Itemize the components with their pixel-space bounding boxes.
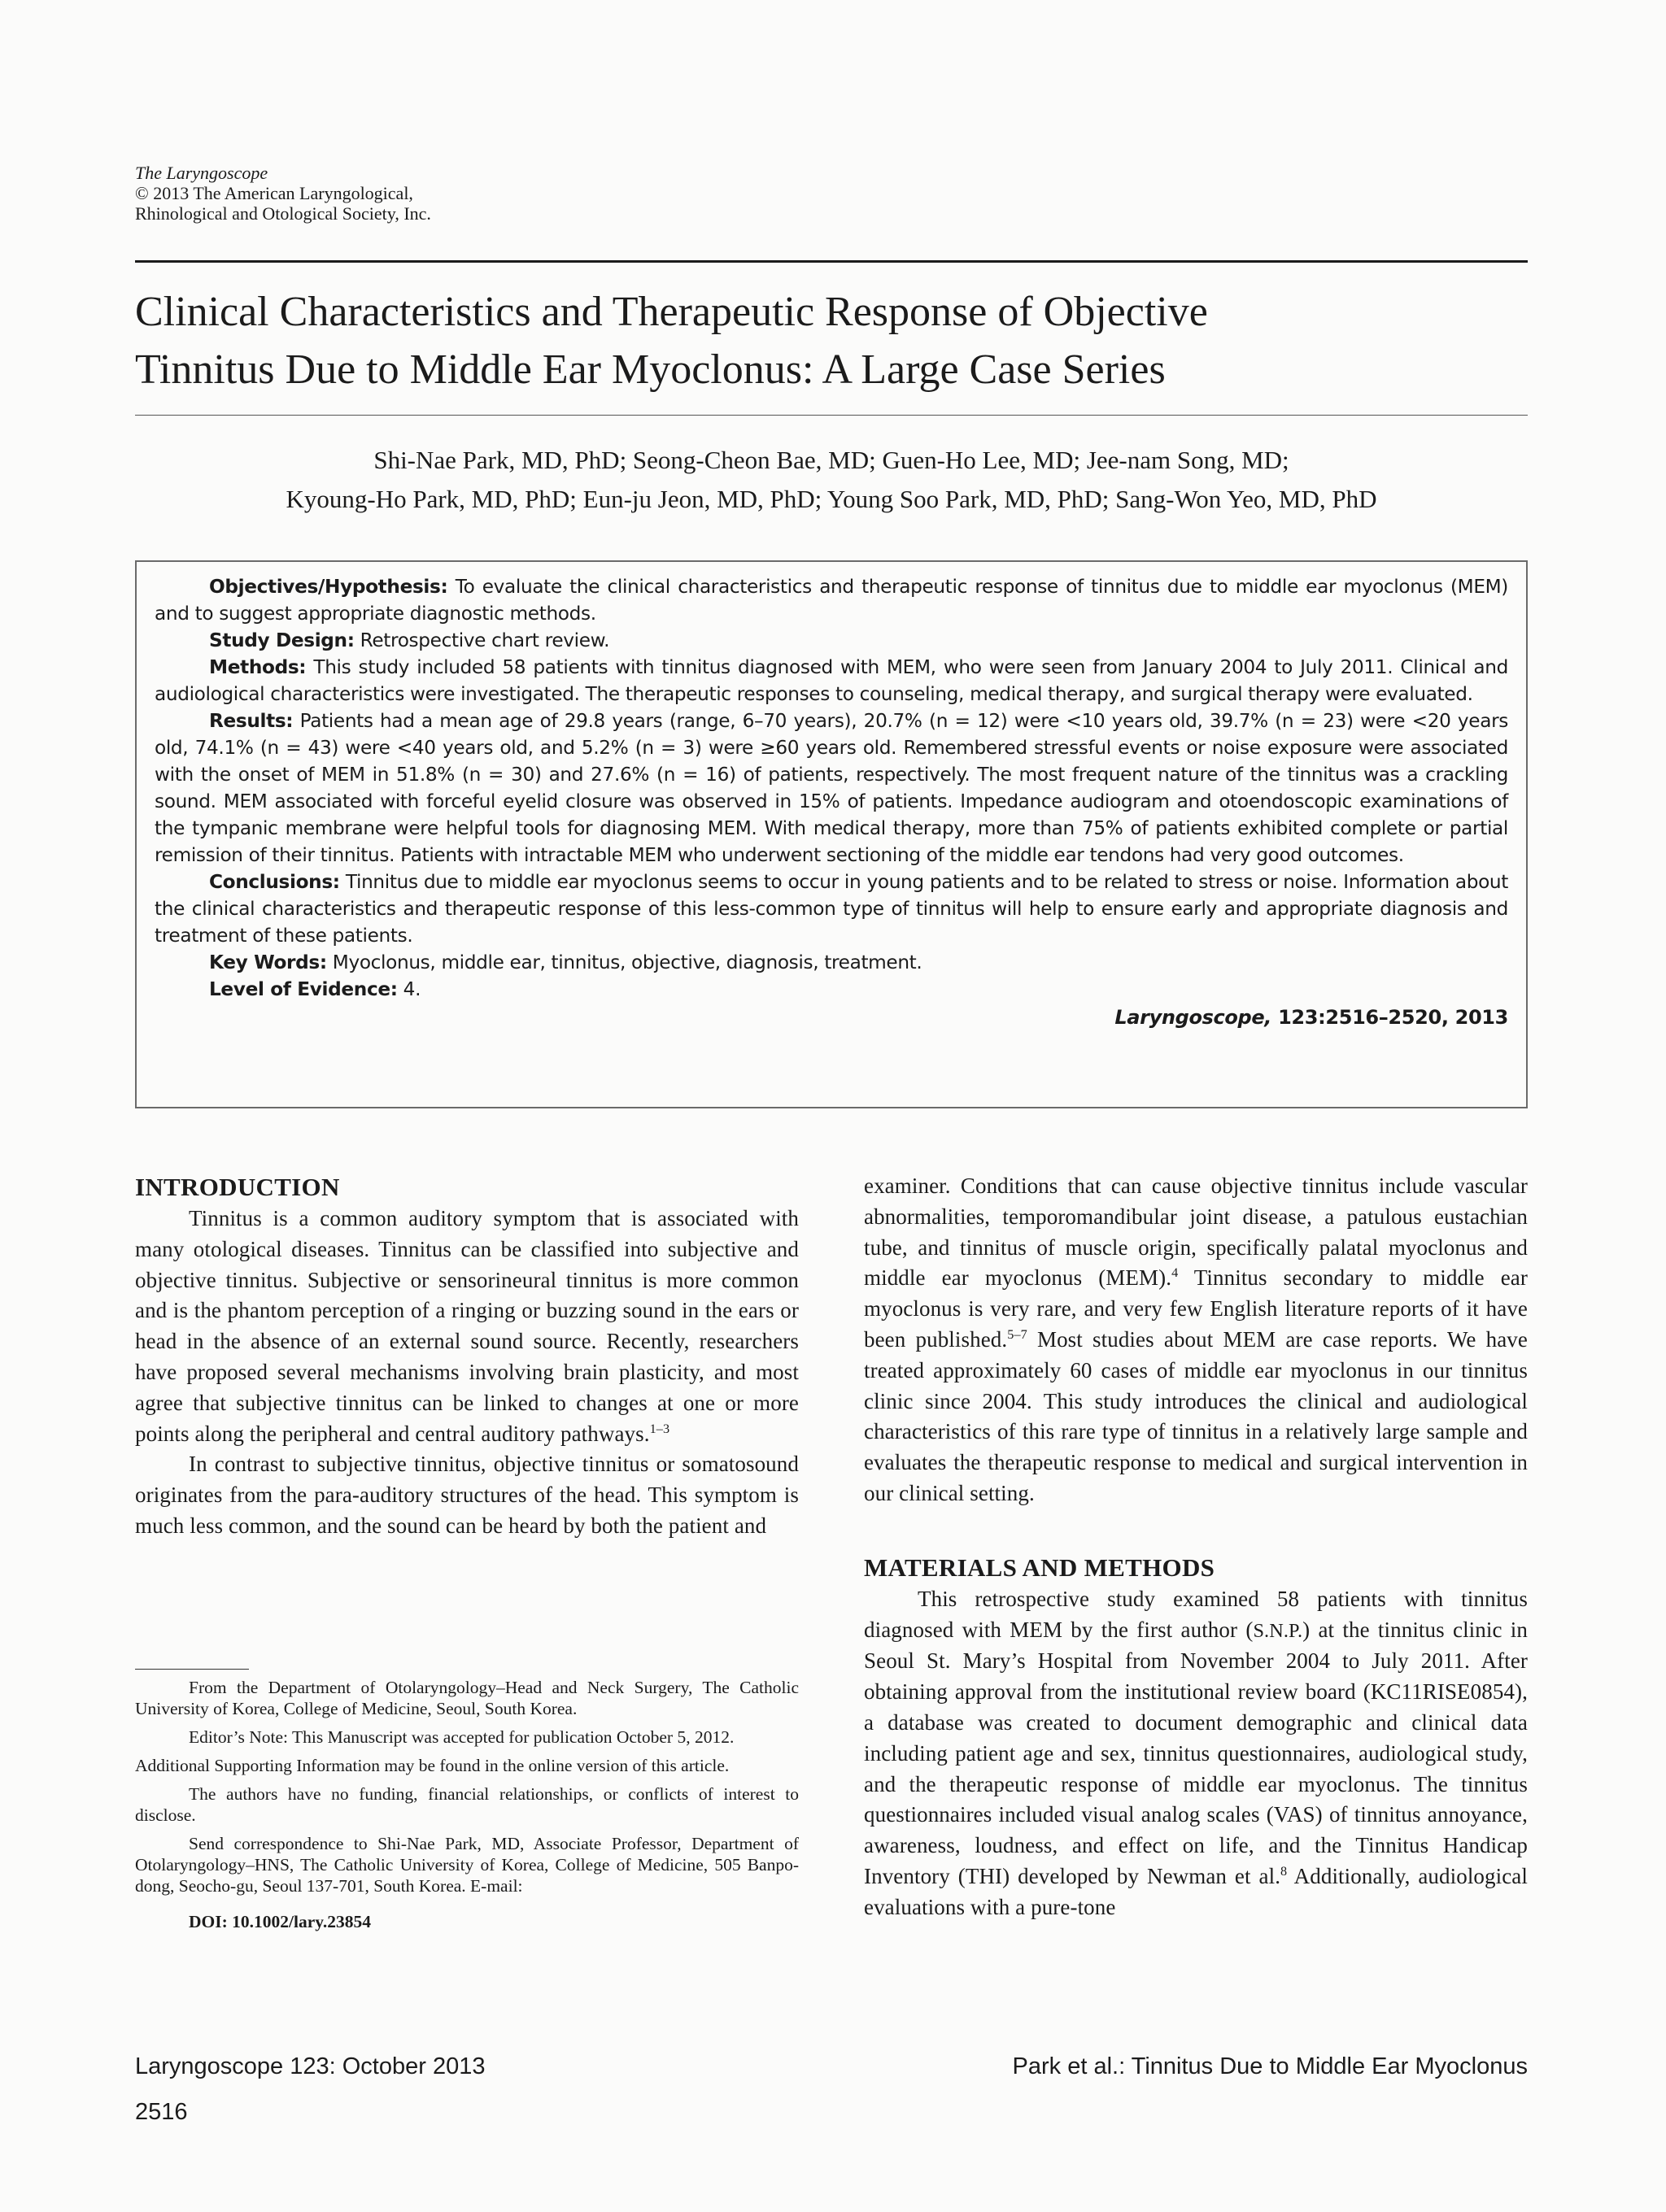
- footnote-editors-note: Editor’s Note: This Manuscript was accepted for publication October 5, 2012.: [189, 1727, 735, 1747]
- objectives-text: To evaluate the clinical characteristics and therapeutic response of tinnitus due to middle ear myoclonus (MEM) and to suggest appropriate diagnostic methods.: [155, 576, 1508, 625]
- abstract-keywords: [155, 949, 1508, 976]
- methods-heading: MATERIALS AND METHODS: [864, 1552, 1215, 1582]
- authors-line-1: Shi-Nae Park, MD, PhD; Seong-Cheon Bae, MD; Guen-Ho Lee, MD; Jee-nam Song, MD;: [373, 446, 1289, 474]
- intro-paragraph-2-continued: [864, 1171, 1528, 1509]
- journal-header: [135, 163, 431, 224]
- footer-journal: Laryngoscope 123: October 2013: [135, 2053, 486, 2079]
- introduction-heading: INTRODUCTION: [135, 1173, 340, 1201]
- authors-line-2: Kyoung-Ho Park, MD, PhD; Eun-ju Jeon, MD, PhD; Young Soo Park, MD, PhD; Sang-Won Yeo, MD, PhD: [286, 485, 1377, 513]
- footnote-correspondence: Send correspondence to Shi-Nae Park, MD, Associate Professor, Department of Otolaryngology–HNS, The Catholic University of Korea, College of Medicine, 505 Banpo-dong, Seocho-gu, Seoul 137-701, South Korea. E-mail:: [135, 1834, 799, 1896]
- footnote-funding: The authors have no funding, financial relationships, or conflicts of interest to disclose.: [135, 1784, 799, 1825]
- intro-ref-b: 5–7: [1007, 1326, 1027, 1342]
- keywords-label: Key Words:: [209, 951, 327, 973]
- citation-journal: Laryngoscope,: [1114, 1006, 1272, 1029]
- doi: DOI: 10.1002/lary.23854: [189, 1912, 371, 1931]
- results-label: Results:: [209, 710, 294, 732]
- footnote-rule: [135, 1669, 249, 1670]
- methods-text: This study included 58 patients with tinnitus diagnosed with MEM, who were seen from January 2004 to July 2011. Clinical and audiological characteristics were investigated. The therapeutic responses to counseling, medical therapy, and surgical therapy were evaluated.: [155, 656, 1508, 705]
- design-label: Study Design:: [209, 629, 355, 651]
- intro-p1-text: Tinnitus is a common auditory symptom that is associated with many otological diseases. Tinnitus can be classified into subjective and objective tinnitus. Subjective or sensorineural tinnitus is more common and is the phantom perception of a ringing or buzzing sound in the ears or head in the absence of an external sound source. Recently, researchers have proposed several mechanisms involving brain plasticity, and most agree that subjective tinnitus can be linked to changes at one or more points along the peripheral and central auditory pathways.: [135, 1206, 799, 1446]
- methods-p1-c: Additionally, audiological evaluations with a pure-tone: [864, 1863, 1528, 1919]
- abstract-conclusions: [155, 869, 1508, 949]
- methods-paragraph-1: [864, 1584, 1528, 1923]
- section-gap: [864, 1509, 1528, 1552]
- title-line-2: Tinnitus Due to Middle Ear Myoclonus: A Large Case Series: [135, 346, 1166, 393]
- keywords-text: Myoclonus, middle ear, tinnitus, objective, diagnosis, treatment.: [326, 951, 922, 973]
- abstract-citation: [155, 1004, 1508, 1031]
- abstract-results: [155, 708, 1508, 869]
- header-rule: [135, 260, 1528, 263]
- methods-initials: S.N.P.: [1253, 1619, 1303, 1642]
- intro-paragraph-2: In contrast to subjective tinnitus, objective tinnitus or somatosound originates from the para-auditory structures of the head. This symptom is much less common, and the sound can be heard by both the patient and: [135, 1452, 799, 1538]
- intro-p1-ref: 1–3: [649, 1421, 670, 1436]
- abstract-box: [135, 560, 1528, 1108]
- footer-running-title: Park et al.: Tinnitus Due to Middle Ear Myoclonus: [1012, 2053, 1528, 2079]
- evidence-text: 4.: [397, 978, 421, 1000]
- conclusions-text: Tinnitus due to middle ear myoclonus seems to occur in young patients and to be related to stress or noise. Information about the clinical characteristics and therapeutic response of this less-common type of tinnitus will help to ensure early and appropriate diagnosis and treatment of these patients.: [155, 871, 1508, 947]
- objectives-label: Objectives/Hypothesis:: [209, 576, 448, 598]
- left-column: [135, 1171, 799, 1542]
- journal-name: The Laryngoscope: [135, 163, 268, 183]
- evidence-label: Level of Evidence:: [209, 978, 398, 1000]
- page-number: 2516: [135, 2099, 188, 2125]
- conclusions-label: Conclusions:: [209, 871, 340, 893]
- results-text: Patients had a mean age of 29.8 years (range, 6–70 years), 20.7% (n = 12) were <10 years old, 39.7% (n = 23) were <20 years old, 74.1% (n = 43) were <40 years old, and 5.2% (n = 3) were ≥60 years old. Remembered stressful events or noise exposure were associated with the onset of MEM in 51.8% (n = 30) and 27.6% (n = 16) of patients, respectively. The most frequent nature of the tinnitus was a crackling sound. MEM associated with forceful eyelid closure was observed in 15% of patients. Impedance audiogram and otoendoscopic examinations of the tympanic membrane were helpful tools for diagnosing MEM. With medical therapy, more than 75% of patients exhibited complete or partial remission of their tinnitus. Patients with intractable MEM who underwent sectioning of the middle ear tendons had very good outcomes.: [155, 710, 1508, 866]
- article-title: [135, 283, 1528, 398]
- footnote-supporting-info: Additional Supporting Information may be found in the online version of this article.: [135, 1756, 730, 1775]
- intro-cont-c: Most studies about MEM are case reports. We have treated approximately 60 cases of middle ear myoclonus in our tinnitus clinic since 2004. This study introduces the clinical and audiological characteristics of this rare type of tinnitus in a relatively large sample and evaluates the therapeutic response to medical and surgical intervention in our clinical setting.: [864, 1326, 1528, 1505]
- footnote-affiliation: From the Department of Otolaryngology–Head and Neck Surgery, The Catholic University of Korea, College of Medicine, Seoul, South Korea.: [135, 1678, 799, 1718]
- intro-cont-b: Tinnitus secondary to middle ear myoclonus is very rare, and very few English literature reports of it have been published.: [864, 1265, 1528, 1352]
- methods-p1-b: ) at the tinnitus clinic in Seoul St. Mary’s Hospital from November 2004 to July 2011. After obtaining approval from the institutional review board (KC11RISE0854), a database was created to document demographic and clinical data including patient age and sex, tinnitus questionnaires, audiological study, and the therapeutic response of middle ear myoclonus. The tinnitus questionnaires included visual analog scales (VAS) of tinnitus annoyance, awareness, loudness, and effect on life, and the Tinnitus Handicap Inventory (THI) developed by Newman et al.: [864, 1617, 1528, 1888]
- abstract-methods: [155, 654, 1508, 708]
- copyright-line: © 2013 The American Laryngological,: [135, 183, 413, 203]
- intro-cont-a: examiner. Conditions that can cause objective tinnitus include vascular abnormalities, temporomandibular joint disease, a patulous eustachian tube, and tinnitus of muscle origin, specifically palatal myoclonus and middle ear myoclonus (MEM).: [864, 1173, 1528, 1291]
- abstract-objectives: [155, 573, 1508, 627]
- title-rule: [135, 415, 1528, 416]
- society-line: Rhinological and Otological Society, Inc.: [135, 203, 431, 224]
- footnotes: [135, 1677, 799, 1932]
- intro-ref-a: 4: [1171, 1265, 1179, 1281]
- abstract-design: [155, 627, 1508, 654]
- methods-label: Methods:: [209, 656, 307, 678]
- author-list: [135, 441, 1528, 519]
- design-text: Retrospective chart review.: [354, 629, 610, 651]
- right-column: [864, 1171, 1528, 1923]
- abstract-evidence: [155, 976, 1508, 1003]
- methods-ref: 8: [1280, 1863, 1288, 1879]
- intro-paragraph-1: [135, 1204, 799, 1449]
- citation-ref: 123:2516–2520, 2013: [1271, 1006, 1508, 1029]
- title-line-1: Clinical Characteristics and Therapeutic Response of Objective: [135, 289, 1208, 335]
- methods-p1-a: This retrospective study examined 58 patients with tinnitus diagnosed with MEM by the first author (: [864, 1586, 1528, 1642]
